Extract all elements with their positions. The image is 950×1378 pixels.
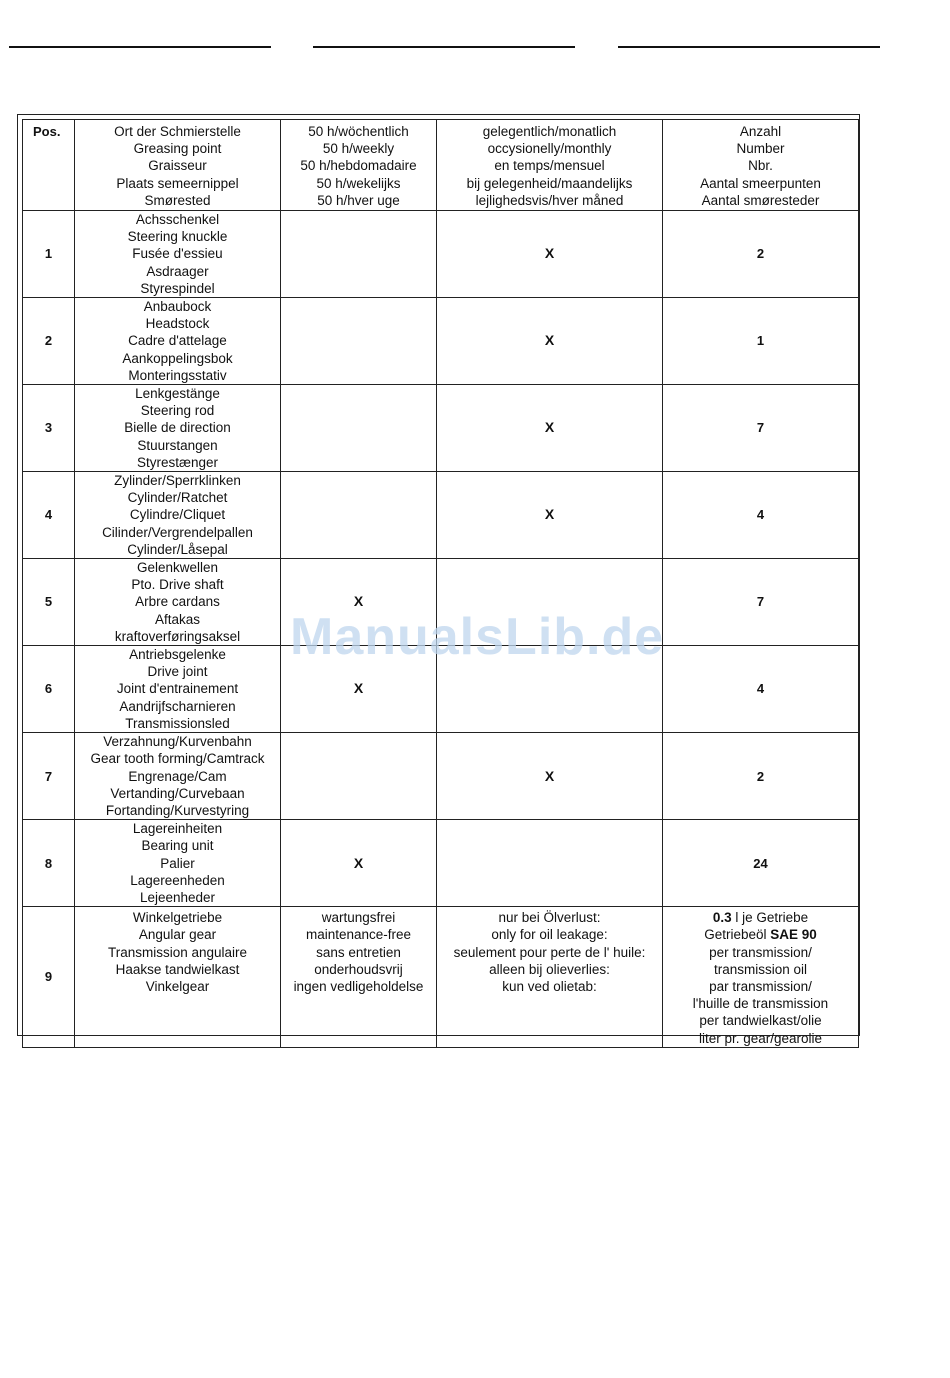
row-location: Gelenkwellen Pto. Drive shaft Arbre cardans Aftakas kraftoverføringsaksel bbox=[75, 559, 281, 646]
header-pos: Pos. bbox=[23, 120, 75, 211]
oil-quantity: 0.3 bbox=[712, 910, 732, 926]
header-monthly: gelegentlich/monatlich occysionelly/monthly en temps/mensuel bij gelegenheid/maandelijks lejlighedsvis/hver måned bbox=[437, 120, 663, 211]
table-row-3 bbox=[23, 385, 859, 472]
oil-quantity-unit: l je Getriebe bbox=[731, 910, 809, 926]
row-count: 7 bbox=[663, 559, 859, 646]
row-pos: 1 bbox=[23, 211, 75, 298]
table-row-2 bbox=[23, 298, 859, 385]
row-location: Lagereinheiten Bearing unit Palier Lagereenheden Lejeenheder bbox=[75, 820, 281, 907]
row-weekly-mark bbox=[281, 211, 437, 298]
row-location: Anbaubock Headstock Cadre d'attelage Aankoppelingsbok Monteringsstativ bbox=[75, 298, 281, 385]
row-pos: 2 bbox=[23, 298, 75, 385]
row-monthly-mark bbox=[437, 820, 663, 907]
row-pos: 8 bbox=[23, 820, 75, 907]
row-monthly-mark: X bbox=[437, 385, 663, 472]
header-location: Ort der Schmierstelle Greasing point Graisseur Plaats semeernippel Smørested bbox=[75, 120, 281, 211]
row-weekly-mark: X bbox=[281, 559, 437, 646]
row-weekly-mark bbox=[281, 733, 437, 820]
table-row-4 bbox=[23, 472, 859, 559]
row-weekly-mark: X bbox=[281, 646, 437, 733]
row-count: 7 bbox=[663, 385, 859, 472]
header-number: Anzahl Number Nbr. Aantal smeerpunten Aantal smøresteder bbox=[663, 120, 859, 211]
header-rule-3 bbox=[618, 46, 880, 48]
row-monthly-mark: X bbox=[437, 472, 663, 559]
row-weekly-mark bbox=[281, 385, 437, 472]
header-weekly: 50 h/wöchentlich 50 h/weekly 50 h/hebdomadaire 50 h/wekelijks 50 h/hver uge bbox=[281, 120, 437, 211]
row-location: Lenkgestänge Steering rod Bielle de direction Stuurstangen Styrestænger bbox=[75, 385, 281, 472]
lubrication-table bbox=[22, 119, 859, 1048]
row-count: 2 bbox=[663, 211, 859, 298]
row-pos: 9 bbox=[23, 907, 75, 1048]
row-number-note: 0.3 l je Getriebe Getriebeöl SAE 90 per transmission/ transmission oil par transmission/ l'huille de transmission per tandwielkast/olie liter pr. gear/gearolie bbox=[663, 907, 859, 1048]
row-monthly-mark: X bbox=[437, 298, 663, 385]
row-monthly-note: nur bei Ölverlust: only for oil leakage: seulement pour perte de l' huile: alleen bij olieverlies: kun ved olietab: bbox=[437, 907, 663, 1048]
row-count: 4 bbox=[663, 646, 859, 733]
row-count: 2 bbox=[663, 733, 859, 820]
row-monthly-mark bbox=[437, 559, 663, 646]
row-location: Achsschenkel Steering knuckle Fusée d'essieu Asdraager Styrespindel bbox=[75, 211, 281, 298]
row-weekly-mark bbox=[281, 298, 437, 385]
table-row-8 bbox=[23, 820, 859, 907]
row-count: 24 bbox=[663, 820, 859, 907]
table-header-row bbox=[23, 120, 859, 211]
row-pos: 7 bbox=[23, 733, 75, 820]
row-monthly-mark: X bbox=[437, 733, 663, 820]
row-location: Antriebsgelenke Drive joint Joint d'entrainement Aandrijfscharnieren Transmissionsled bbox=[75, 646, 281, 733]
row-weekly-mark bbox=[281, 472, 437, 559]
row-location: Verzahnung/Kurvenbahn Gear tooth forming/Camtrack Engrenage/Cam Vertanding/Curvebaan Fortanding/Kurvestyring bbox=[75, 733, 281, 820]
row-pos: 6 bbox=[23, 646, 75, 733]
row-monthly-mark bbox=[437, 646, 663, 733]
row-pos: 4 bbox=[23, 472, 75, 559]
header-rule-2 bbox=[313, 46, 575, 48]
table-row-9 bbox=[23, 907, 859, 1048]
table-row-1 bbox=[23, 211, 859, 298]
watermark: ManualsLib.de bbox=[290, 608, 665, 666]
row-weekly-note: wartungsfrei maintenance-free sans entretien onderhoudsvrij ingen vedligeholdelse bbox=[281, 907, 437, 1048]
row-location: Zylinder/Sperrklinken Cylinder/Ratchet Cylindre/Cliquet Cilinder/Vergrendelpallen Cylinder/Låsepal bbox=[75, 472, 281, 559]
row-count: 1 bbox=[663, 298, 859, 385]
row-weekly-mark: X bbox=[281, 820, 437, 907]
lubrication-table-frame bbox=[17, 114, 860, 1046]
row-location: Winkelgetriebe Angular gear Transmission angulaire Haakse tandwielkast Vinkelgear bbox=[75, 907, 281, 1048]
table-row-5 bbox=[23, 559, 859, 646]
row-pos: 5 bbox=[23, 559, 75, 646]
table-row-6 bbox=[23, 646, 859, 733]
oil-prefix: Getriebeöl bbox=[704, 927, 771, 943]
table-row-7 bbox=[23, 733, 859, 820]
row-count: 4 bbox=[663, 472, 859, 559]
row-pos: 3 bbox=[23, 385, 75, 472]
row-monthly-mark: X bbox=[437, 211, 663, 298]
header-rule-1 bbox=[9, 46, 271, 48]
oil-grade: SAE 90 bbox=[770, 927, 817, 943]
